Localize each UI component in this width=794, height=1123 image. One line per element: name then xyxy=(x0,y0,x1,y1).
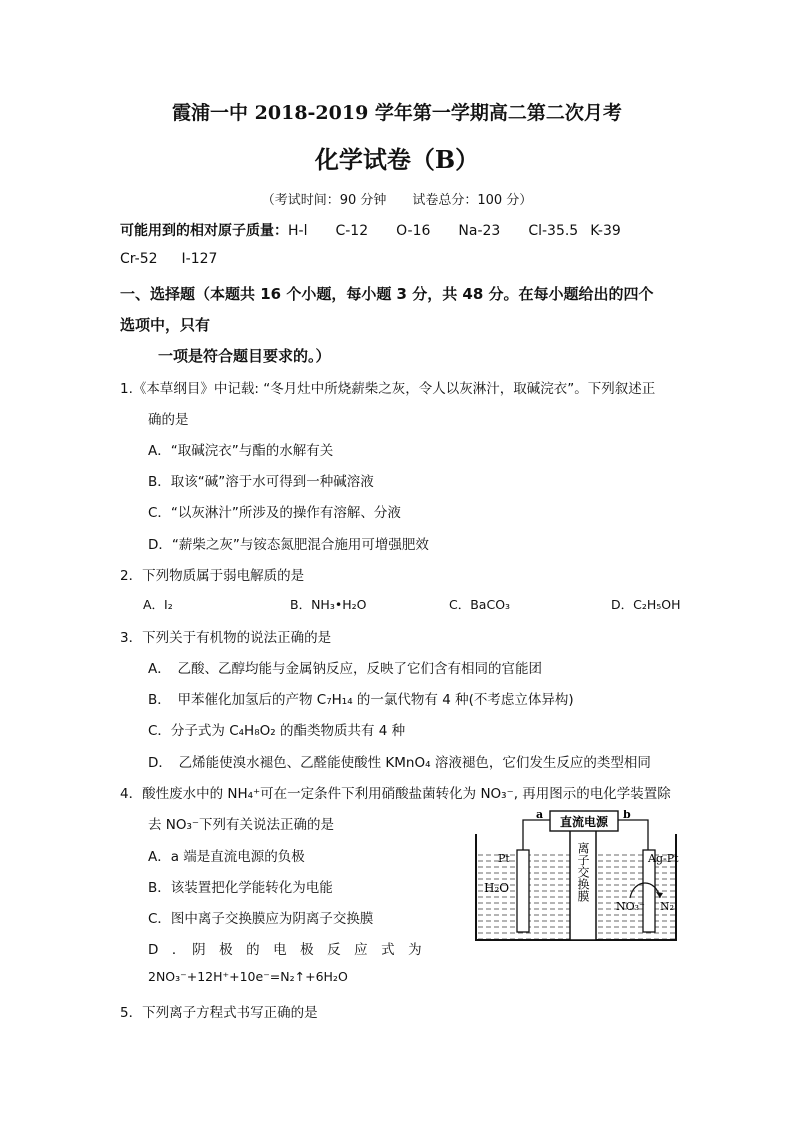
q4-stem-line1: 4．酸性废水中的 NH₄⁺可在一定条件下利用硝酸盐菌转化为 NO₃⁻, 再用图示的电化学装置除 xyxy=(120,786,671,802)
q1-stem-line1: 1.《本草纲目》中记载: “冬月灶中所烧薪柴之灰，令人以灰淋汁，取碱浣衣”。下列叙述正 xyxy=(120,381,656,397)
mass-k: K-39 xyxy=(590,223,621,239)
agpt-label: Ag-Pt xyxy=(648,852,679,865)
h2o-label: H₂O xyxy=(484,881,510,895)
terminal-b-label: b xyxy=(623,810,631,821)
n2-label: N₂ xyxy=(660,900,675,913)
q2-option-c: C．BaCO₃ xyxy=(449,597,511,612)
q3-option-d: D． 乙烯能使溴水褪色、乙醛能使酸性 KMnO₄ 溶液褪色，它们发生反应的类型相同 xyxy=(148,755,651,771)
q2-option-d: D．C₂H₅OH xyxy=(611,597,681,612)
q4-option-b: B．该装置把化学能转化为电能 xyxy=(148,880,333,896)
section-heading-line2: 选项中，只有 xyxy=(120,316,211,334)
q3-stem: 3．下列关于有机物的说法正确的是 xyxy=(120,630,332,646)
exam-subtitle: 化学试卷（B） xyxy=(314,145,480,174)
q2-option-b: B．NH₃•H₂O xyxy=(290,597,367,612)
atomic-masses-line2 xyxy=(120,251,217,267)
membrane-label: 离子交换膜 xyxy=(576,842,590,902)
mass-i: I-127 xyxy=(181,251,218,267)
pt-label: Pt xyxy=(498,852,510,865)
mass-cl: Cl-35.5 xyxy=(528,223,579,239)
terminal-a-label: a xyxy=(536,810,544,821)
q1-option-d: D．“薪柴之灰”与铵态氮肥混合施用可增强肥效 xyxy=(148,537,429,553)
q1-option-a: A．“取碱浣衣”与酯的水解有关 xyxy=(148,443,334,459)
q1-stem-line2: 确的是 xyxy=(148,412,189,428)
q3-option-a: A． 乙酸、乙醇均能与金属钠反应，反映了它们含有相同的官能团 xyxy=(148,661,542,677)
power-supply-label: 直流电源 xyxy=(559,815,609,829)
mass-na: Na-23 xyxy=(458,223,501,239)
q3-option-b: B． 甲苯催化加氢后的产物 C₇H₁₄ 的一氯代物有 4 种(不考虑立体异构) xyxy=(148,692,574,708)
q4-option-c: C．图中离子交换膜应为阴离子交换膜 xyxy=(148,911,374,927)
exam-title: 霞浦一中 2018-2019 学年第一学期高二第二次月考 xyxy=(172,102,622,124)
mass-h: H-l xyxy=(288,223,308,239)
q4-option-a: A．a 端是直流电源的负极 xyxy=(148,849,305,865)
no3-label: NO₃⁻ xyxy=(616,900,645,913)
electrolysis-diagram xyxy=(470,810,680,945)
mass-cr: Cr-52 xyxy=(120,251,158,267)
exam-meta: （考试时间：90 分钟 试卷总分：100 分） xyxy=(261,193,533,208)
q1-option-c: C．“以灰淋汁”所涉及的操作有溶解、分液 xyxy=(148,505,401,521)
atomic-masses-line1 xyxy=(120,220,621,240)
q1-option-b: B．取该“碱”溶于水可得到一种碱溶液 xyxy=(148,474,374,490)
q4-option-d-line2: 2NO₃⁻+12H⁺+10e⁻=N₂↑+6H₂O xyxy=(148,969,348,984)
section-heading-line3: 一项是符合题目要求的。） xyxy=(158,347,331,365)
atomic-masses-label: 可能用到的相对原子质量： xyxy=(120,223,288,239)
q2-option-a: A．I₂ xyxy=(143,597,173,612)
q3-option-c: C．分子式为 C₄H₈O₂ 的酯类物质共有 4 种 xyxy=(148,723,406,739)
pt-electrode xyxy=(517,850,529,932)
mass-c: C-12 xyxy=(335,223,369,239)
q5-stem: 5．下列离子方程式书写正确的是 xyxy=(120,1005,318,1021)
q4-stem-line2: 去 NO₃⁻下列有关说法正确的是 xyxy=(148,817,335,833)
q2-stem: 2．下列物质属于弱电解质的是 xyxy=(120,568,305,584)
mass-o: O-16 xyxy=(396,223,431,239)
q4-option-d-line1: D ． 阴 极 的 电 极 反 应 式 为 xyxy=(148,942,422,958)
section-heading-line1: 一、选择题（本题共 16 个小题，每小题 3 分，共 48 分。在每小题给出的四个 xyxy=(120,285,654,303)
